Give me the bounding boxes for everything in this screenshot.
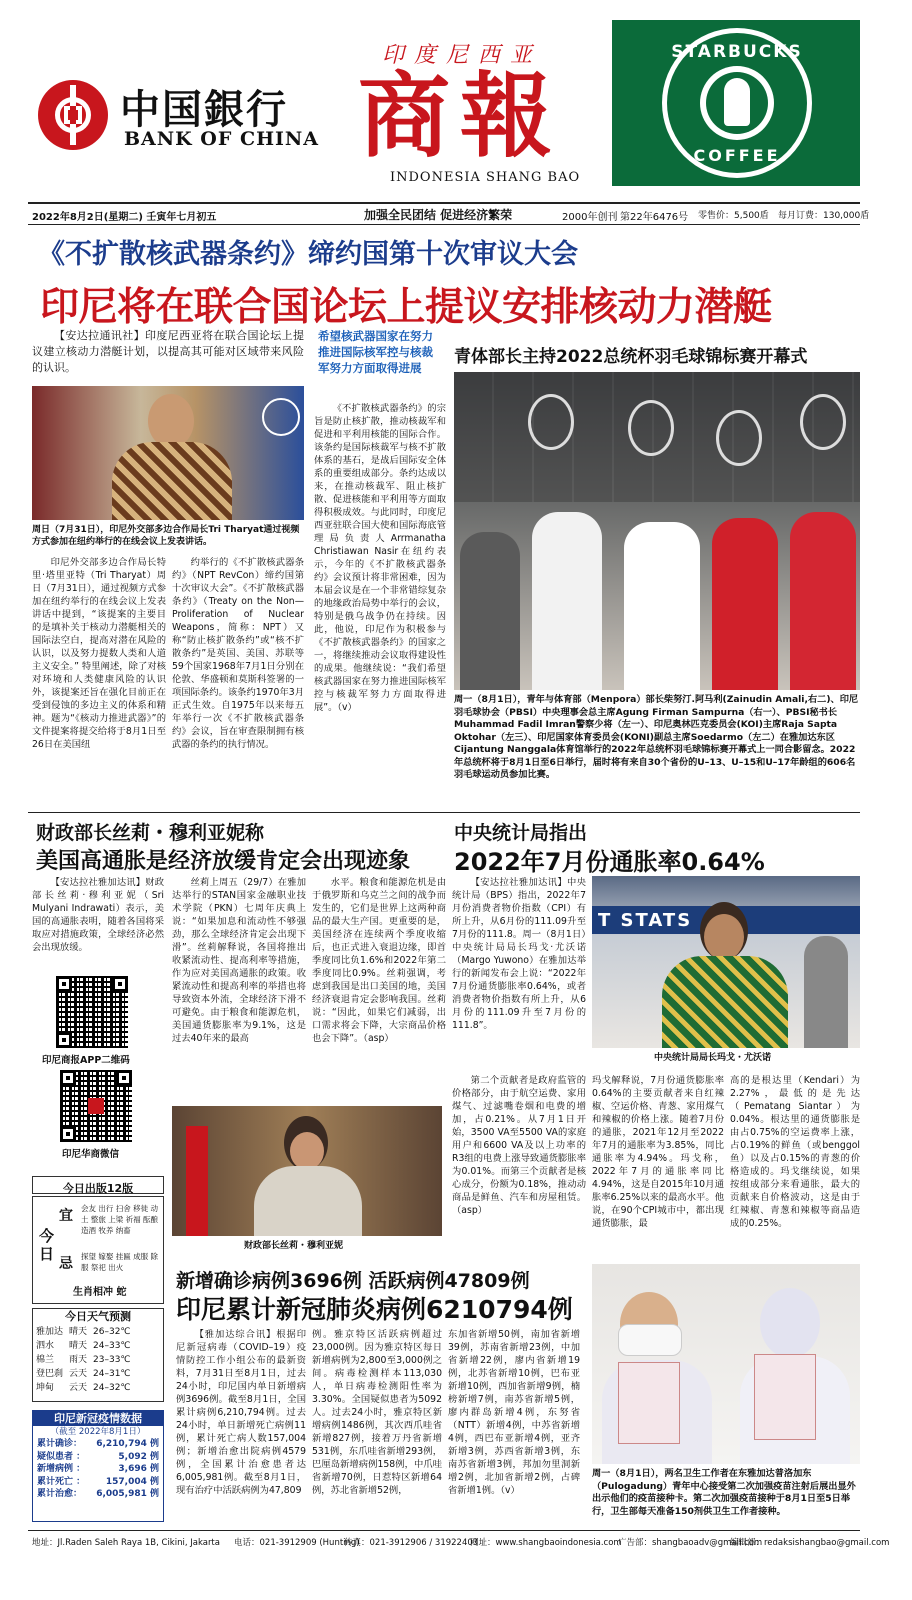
covid-stat-row	[33, 1451, 163, 1464]
covid-photo-caption: 周一（8月1日），两名卫生工作者在东雅加达普洛加东（Pulogadung）青年中心接受第二次加强疫苗注射后展出显外出示他们的疫苗接种卡。第二次加强疫苗接种于8月1日至5日举行，卫生部每天准备150剂供卫生工作者接种。	[592, 1468, 856, 1517]
weather-temp: 24–32℃	[93, 1383, 131, 1393]
weather-city: 棉兰	[36, 1355, 55, 1365]
covid-stat-label: 累计确诊：	[37, 1439, 83, 1449]
finance-kicker: 财政部长丝莉・穆利亚妮称	[36, 822, 265, 844]
cpi-col-1-text: 【安达拉社雅加达讯】中央统计局（BPS）指出，2022年7月份消费者物价指数（CPI）有所上升，从6月份的111.09升至7月份的111.8。周一（8月1日）中央统计局局长玛戈·尤沃诺（Margo Yuwono）在雅加达举行的新闻发布会上说：“2022年7月份通货膨胀率0.64%，或者消费者物价指数有所上升，从6月份的111.09升至7月份的111.8”。	[452, 877, 586, 1031]
app-qr-code[interactable]	[56, 976, 128, 1048]
boc-english-name: BANK OF CHINA	[124, 128, 320, 150]
weather-row	[33, 1339, 134, 1353]
cpi-col-1	[452, 876, 586, 1032]
covid-stat-value: 157,004 例	[105, 1476, 159, 1487]
weather-row	[33, 1367, 134, 1381]
covid-col-3	[448, 1328, 580, 1497]
weather-row	[33, 1325, 134, 1339]
starbucks-bottom-text: COFFEE	[693, 146, 781, 165]
almanac-yi-label: 宜	[59, 1208, 73, 1224]
slogan: 加强全民团结 促进经济繁荣	[364, 208, 513, 222]
covid-stat-row	[33, 1438, 163, 1451]
lead-col-1-text: 印尼外交部多边合作局长特里·塔里亚特（Tri Tharyat）周日（7月31日），通过视频方式参加在纽约举行的在线会议上发表讲话中提到，“该提案的主要目的是填补关于核动力潜艇相关的国际法空白，提高对潜在风险的认识，以及努力提数人类和人道主义安全。” 特里阐述，除了对核对环境和人类健康风险的认识外，该提案还旨在强化目前正在受到侵蚀的多边主义的体系和精神。题为“《核动力推进武器》”的文件提案将提交给将于8月1日至26日在美国纽	[32, 557, 166, 750]
cpi-headline: 2022年7月份通胀率0.64%	[454, 848, 765, 876]
cpi-photo: T STATS	[592, 876, 860, 1048]
weather-row	[33, 1353, 134, 1367]
covid-stats-title: 印尼新冠疫情数据	[33, 1411, 163, 1426]
weather-cond: 晴天	[69, 1327, 88, 1337]
boc-logo	[38, 80, 108, 150]
lead-col-2	[172, 556, 304, 751]
almanac-zodiac: 生肖相冲 蛇	[73, 1287, 127, 1298]
boc-chinese-name: 中国銀行	[120, 86, 288, 133]
cpi-photo-caption: 中央统计局局长玛戈・尤沃诺	[654, 1053, 772, 1063]
covid-col-2-text: 例。雅京特区活跃病例超过23,000例。因为雅京特区每日新增病例为2,800至3,000例之间。病毒检测样本113,030人，单日病毒检测阳性率为3.30%。全国疑似患者为5092人。过去24小时，雅京特区新增病例1486例，其次西爪哇省新增827例，接着万丹省新增531例，东爪哇省新增293例，巴厘岛新增病例158例，中爪哇省新增70例，日惹特区新增64例，苏北省新增52例，	[312, 1329, 442, 1496]
badminton-caption: 周一（8月1日），青年与体育部（Menpora）部长柴努汀.阿马利(Zainudin Amali,右二)、印尼羽毛球协会（PBSI）中央理事会总主席Agung Firman Sampurna（右一）、PBSI秘书长Muhammad Fadil Imran警察少将（左一）、印尼奥林匹克委员会(KOI)主席Raja Sapta Oktohar（左三）、印尼国家体育委员会(KONI)副总主席Soedarmo（左二）在雅加达东区Cijantung Nanggala体育馆举行的2022年总统杯羽毛球锦标赛开幕式上一同合影留念。2022年总统杯将于8月1日至6日举行，届时将有来自30个省份的U–13、U–15和U–17年龄组的606名羽毛球运动员参加比赛。	[454, 694, 859, 780]
weather-temp: 24–33℃	[93, 1341, 131, 1351]
retail-price: 零售价：5,500盾	[698, 211, 769, 221]
lead-photo	[32, 386, 304, 520]
footer-ad-email[interactable]: 广告部：shangbaoadv@gmail.com	[618, 1538, 763, 1548]
starbucks-top-text: STARBUCKS	[671, 42, 803, 62]
cpi-kicker: 中央统计局指出	[454, 822, 588, 844]
edition-box	[32, 1176, 164, 1194]
covid-stat-label: 累计死亡 ：	[37, 1476, 86, 1487]
covid-stat-label: 累计治愈：	[37, 1489, 83, 1499]
finance-col-2-text: 丝莉上周五（29/7）在雅加达举行的STAN国家金融职业技术学院（PKN）七周年庆典上说：“如果加息和流动性不够强劲，那么全球经济肯定会出现下滑”。丝莉解释说，各国将推出收紧流动性、提高利率等措施，作为应对美国高通胀的政策。收紧流动性和提高利率的举措也将导致资本外流，全球经济下滑不可避免。由于粮食和能源危机，美国通货膨胀率为9.1%，这是过去40年来的最高	[172, 877, 306, 1044]
weather-row	[33, 1381, 134, 1395]
footer-website[interactable]: 网址：www.shangbaoindonesia.com	[470, 1538, 622, 1548]
weather-city: 坤甸	[36, 1383, 55, 1393]
badminton-headline: 青体部长主持2022总统杯羽毛球锦标赛开幕式	[454, 347, 808, 367]
edition-text: 今日出版12版	[62, 1182, 134, 1195]
cpi-col-2	[592, 1074, 724, 1230]
covid-stat-value: 3,696 例	[118, 1464, 159, 1474]
covid-col-2	[312, 1328, 442, 1497]
almanac-title: 今日	[39, 1227, 55, 1263]
starbucks-logo	[662, 28, 812, 178]
lead-photo-caption: 周日（7月31日），印尼外交部多边合作局长Tri Tharyat通过视频方式参加在纽约举行的在线会议上发表讲话。	[32, 525, 300, 547]
lead-intro-text: 【安达拉通讯社】印度尼西亚将在联合国论坛上提议建立核动力潜艇计划，以提高其可能对区域带来风险的认识。	[32, 329, 304, 374]
lead-intro	[32, 328, 304, 376]
covid-stat-value: 6,210,794 例	[96, 1439, 159, 1449]
cpi-col-3-text: 高的是根达里（Kendari）为2.27%，最低的是先达（Pematang Siantar）为0.04%。根达里的通货膨胀是由占0.75%的空运费率上涨，占0.19%的鲜鱼（或benggol鱼）以及占0.15%的青葱的价格造成的。玛戈继续说，如果按组成部分来看通胀，最大的贡献来自价格波动，这是由于红辣椒、青葱和辣椒等商品造成的0.25%。	[730, 1075, 860, 1229]
weather-table	[33, 1325, 134, 1395]
footer-fax: 传真：021-3912906 / 31922403	[344, 1538, 479, 1548]
weather-temp: 26–32℃	[93, 1327, 131, 1337]
lead-col-1	[32, 556, 166, 751]
founded: 2000年创刊	[562, 212, 618, 223]
lead-col-3-text: 《不扩散核武器条约》的宗旨是防止核扩散，推动核裁军和促进和平利用核能的国际合作。该条约是国际核裁军与核不扩散体系的基石，是战后国际安全体系的重要组成部分。条约达成以来，在推动核裁军、阻止核扩散、促进核能和平利用等方面取得积极成效。与此同时，印度尼西亚驻联合国大使和国际海底管理局负责人Arrmanatha Christiawan Nasir在纽约表示，今年的《不扩散核武器条约》会议预计将非常困难，因为本届会议是在一个非常错综复杂的地缘政治局势中举行的会议，特别是俄乌战争仍在持续。因此，他说，印尼作为积极参与《不扩散核武器条约》的国家之一，将继续推动会议取得建设性的成果。他继续说：“我们希望核武器国家在努力推进国际核军控与核裁军努力方面取得进展”。（v）	[314, 403, 446, 713]
covid-stat-label: 新增病例 ：	[37, 1464, 86, 1474]
starbucks-ad[interactable]	[612, 20, 860, 186]
finance-col-2	[172, 876, 306, 1045]
almanac-box	[32, 1196, 164, 1304]
almanac-ji-text: 探望 嫁娶 挂匾 成服 除服 祭祀 出火	[81, 1252, 159, 1272]
finance-col-3-text: 水平。粮食和能源危机是由于俄罗斯和乌克兰之间的战争而发生的，它们是世界上这两种商品的最大生产国。更重要的是，美国经济在连续两个季度收缩后，也正式进入衰退边缘，即首季度同比负1.6%和2022年第二季度同比0.9%。丝莉强调，考虑到我国是出口美国的地，美国经济衰退肯定会影响我国。丝莉说：“因此，如果它们减弱，出口需求将会下降，大宗商品价格也会下降”。（asp）	[312, 877, 446, 1044]
weather-temp: 24–31℃	[93, 1369, 131, 1379]
weather-city: 登巴刹	[36, 1369, 64, 1379]
finance-col-3	[312, 876, 446, 1045]
almanac-ji-label: 忌	[59, 1256, 73, 1272]
covid-col-1	[176, 1328, 306, 1497]
weather-box	[32, 1308, 164, 1402]
cpi-col-2-text: 玛戈解释说，7月份通货膨胀率0.64%的主要贡献者来自红辣椒、空运价格、青葱、家用煤气和辣椒的价格上涨。随着7月份的通胀，2021年12月至2022年7月的通胀率为3.85%，同比通胀率为4.94%。玛戈称，2022年7月的通胀率同比4.94%，这是自2015年10月通胀率6.25%以来的最高水平。他说，在90个CPI城市中，都出现通货膨胀，最	[592, 1075, 724, 1229]
lead-col-3	[314, 402, 446, 714]
covid-stat-row	[33, 1463, 163, 1476]
wechat-qr-label: 印尼华商微信	[62, 1149, 120, 1160]
finance-photo-caption: 财政部长丝莉・穆利亚妮	[244, 1241, 344, 1251]
badminton-photo	[454, 372, 860, 690]
paper-small-title: 印度尼西亚	[382, 43, 543, 68]
covid-col-3-text: 东加省新增50例，南加省新增39例，苏南省新增23例，中加省新增22例，廖内省新增19例，北苏省新增10例，巴布亚新增10例，西加省新增9例，楠榜新增7例，南苏省新增5例，廖内群岛新增4例，东努省（NTT）新增4例，中苏省新增4例，西巴布亚新增4例，亚齐新增3例，苏西省新增3例，东南苏省新增3例，邦加勿里洞新增2例，北加省新增2例，占碑省新增1例。（v）	[448, 1329, 580, 1496]
app-qr-label: 印尼商报APP二维码	[42, 1055, 130, 1066]
weather-title: 今日天气预测	[65, 1310, 131, 1323]
footer-phone: 电话：021-3912909 (Hunting)	[234, 1538, 360, 1548]
wechat-qr-code[interactable]	[60, 1070, 132, 1142]
cpi-col-3	[730, 1074, 860, 1230]
issue-date: 2022年8月2日(星期二) 壬寅年七月初五	[32, 212, 217, 223]
lead-kicker: 《不扩散核武器条约》缔约国第十次审议大会	[38, 239, 578, 270]
covid-stat-value: 5,092 例	[118, 1451, 159, 1462]
weather-city: 雅加达	[36, 1327, 64, 1337]
issue-number: 第22年6476号	[620, 212, 689, 223]
footer-address: 地址：Jl.Raden Saleh Raya 1B, Cikini, Jakarta	[32, 1538, 220, 1548]
weather-cond: 晴天	[69, 1341, 88, 1351]
covid-col-1-text: 【雅加达综合讯】根据印尼新冠病毒（COVID–19）疫情防控工作小组公布的最新资料，7月31日至8月1日，过去24小时，印尼国内单日新增病例3696例。截至8月1日，全国累计病例6,210,794例。过去24小时，单日新增死亡病例11例，累计死亡病人数157,004例；新增治愈出院病例4579例，全国累计治愈患者达6,005,981例。截至8月1日，现有治疗中活跃病例为47,809	[176, 1329, 306, 1496]
paper-title: 商報	[358, 62, 563, 170]
almanac-yi-text: 会友 出行 扫舍 移徙 动土 整旅 上梁 祈福 酝酿 造酒 牧养 纳畜	[81, 1204, 159, 1235]
covid-stats-rows	[33, 1438, 163, 1501]
monthly-price: 每月订费：130,000盾	[778, 211, 870, 221]
pullquote-text: 希望核武器国家在努力推进国际核军控与核裁军努力方面取得进展	[318, 329, 433, 375]
covid-kicker: 新增确诊病例3696例 活跃病例47809例	[176, 1270, 530, 1292]
weather-cond: 雨天	[69, 1355, 88, 1365]
lead-pullquote	[318, 328, 444, 376]
covid-stat-value: 6,005,981 例	[96, 1489, 159, 1499]
weather-cond: 云天	[69, 1383, 88, 1393]
finance-photo	[172, 1106, 442, 1236]
covid-stat-row	[33, 1476, 163, 1489]
weather-city: 泗水	[36, 1341, 55, 1351]
finance-col-1-text: 【安达拉社雅加达讯】财政部长丝莉·穆利亚妮（Sri Mulyani Indrawati）表示，美国的高通胀表明，随着各国将采取应对措施政策，全球经济必然会出现放缓。	[32, 877, 164, 953]
weather-temp: 23–33℃	[93, 1355, 131, 1365]
covid-stats-date: （截至 2022年8月1日）	[50, 1427, 146, 1437]
weather-cond: 云天	[69, 1369, 88, 1379]
lead-headline: 印尼将在联合国论坛上提议安排核动力潜艇	[40, 285, 772, 330]
cpi-col-4-text: 第二个贡献者是政府监管的价格部分，由于航空运费、家用煤气、过滤嘴卷烟和电费的增加，占0.21%。从7月1日开始，3500 VA至5500 VA的家庭用户和6600 VA及以上功率的R3组的电费上涨导致通货膨胀率为0.01%。而第三个贡献者是核心成分，份额为0.18%，推动动商品是鲜鱼、汽车和房屋租赁。（asp）	[452, 1075, 586, 1216]
finance-headline: 美国高通胀是经济放缓肯定会出现迹象	[36, 849, 411, 874]
covid-stat-row	[33, 1488, 163, 1501]
cpi-col-4	[452, 1074, 586, 1217]
footer-editorial-email[interactable]: 编辑部：redaksishangbao@gmail.com	[730, 1538, 890, 1548]
finance-col-1	[32, 876, 164, 954]
covid-stats-box	[32, 1410, 164, 1522]
paper-english-title: INDONESIA SHANG BAO	[390, 170, 581, 185]
covid-photo	[592, 1264, 860, 1464]
lead-col-2-text: 约举行的《不扩散核武器条约》（NPT RevCon）缔约国第十次审议大会”。《不扩散核武器条约》（Treaty on the Non—Proliferation of Nuclear Weapons，简称：NPT）又称“防止核扩散条约”或“核不扩散条约”是英国、美国、苏联等59个国家1968年7月1日分别在伦敦、华盛顿和莫斯科签署的一项国际条约。该条约1970年3月正式生效。自1975年以来每五年举行一次《不扩散核武器条约》会议，旨在审查限制拥有核武器的条约的执行情况。	[172, 557, 304, 750]
covid-stat-label: 疑似患者 ：	[37, 1451, 86, 1462]
covid-headline: 印尼累计新冠肺炎病例6210794例	[176, 1295, 573, 1324]
